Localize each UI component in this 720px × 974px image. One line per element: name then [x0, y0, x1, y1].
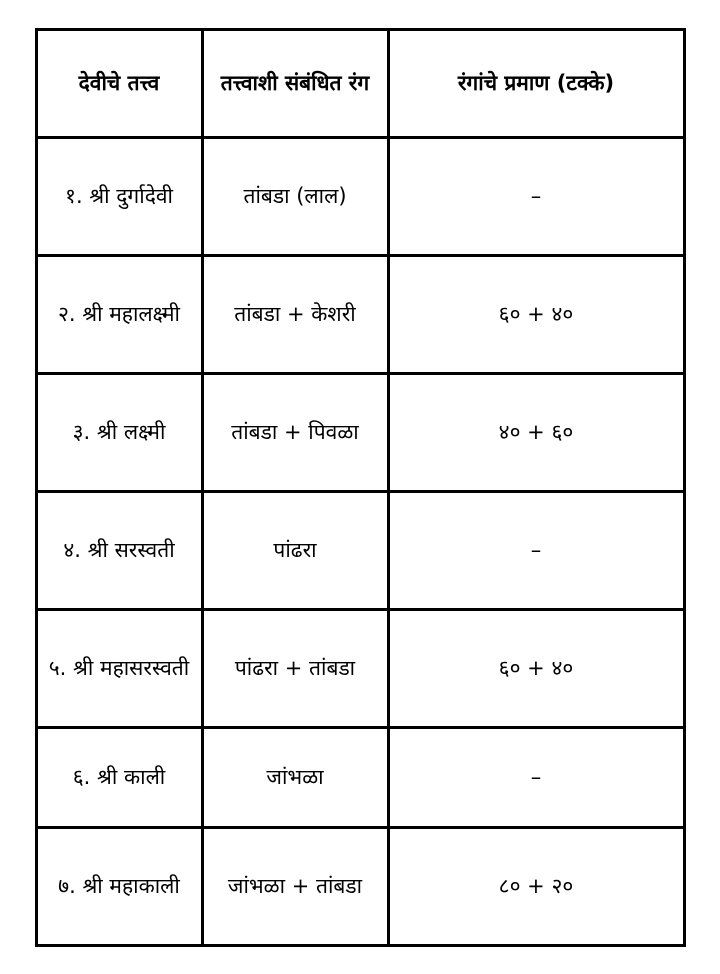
cell-proportion: ४० + ६० [388, 373, 684, 491]
cell-deity: ३. श्री लक्ष्मी [36, 373, 202, 491]
cell-color: तांबडा + पिवळा [202, 373, 388, 491]
column-header-related-color: तत्त्वाशी संबंधित रंग [202, 29, 388, 137]
table-row [36, 255, 684, 373]
cell-color: जांभळा [202, 727, 388, 827]
table-row [36, 491, 684, 609]
table-row [36, 727, 684, 827]
cell-proportion: ६० + ४० [388, 609, 684, 727]
cell-proportion: ८० + २० [388, 827, 684, 945]
table-row [36, 137, 684, 255]
cell-proportion: – [388, 727, 684, 827]
column-header-color-proportion: रंगांचे प्रमाण (टक्के) [388, 29, 684, 137]
cell-deity: २. श्री महालक्ष्मी [36, 255, 202, 373]
cell-deity: ७. श्री महाकाली [36, 827, 202, 945]
cell-color: तांबडा + केशरी [202, 255, 388, 373]
cell-deity: ६. श्री काली [36, 727, 202, 827]
cell-proportion: – [388, 137, 684, 255]
column-header-deity-principle: देवीचे तत्त्व [36, 29, 202, 137]
cell-deity: ४. श्री सरस्वती [36, 491, 202, 609]
table-body [36, 137, 684, 945]
cell-color: पांढरा + तांबडा [202, 609, 388, 727]
cell-proportion: ६० + ४० [388, 255, 684, 373]
cell-color: तांबडा (लाल) [202, 137, 388, 255]
cell-color: पांढरा [202, 491, 388, 609]
table-row [36, 373, 684, 491]
cell-deity: १. श्री दुर्गादेवी [36, 137, 202, 255]
table-header [36, 29, 684, 137]
table-row [36, 827, 684, 945]
cell-proportion: – [388, 491, 684, 609]
table-row [36, 609, 684, 727]
cell-deity: ५. श्री महासरस्वती [36, 609, 202, 727]
table-header-row [36, 29, 684, 137]
deity-color-table [35, 28, 686, 947]
cell-color: जांभळा + तांबडा [202, 827, 388, 945]
